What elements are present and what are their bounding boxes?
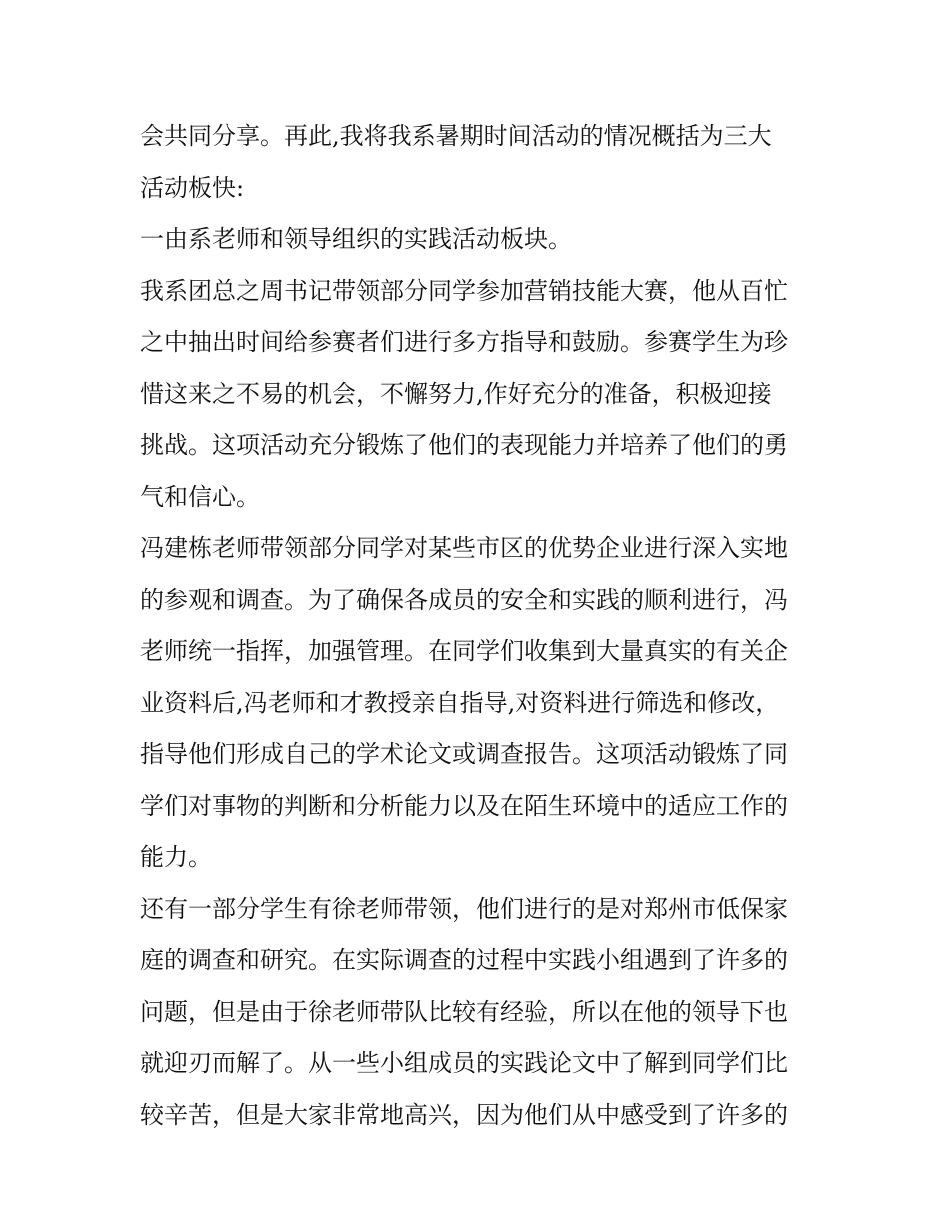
text-line: 我系团总之周书记带领部分同学参加营销技能大赛，他从百忙 <box>140 276 788 305</box>
text-line: 指导他们形成自己的学术论文或调查报告。这项活动锻炼了同 <box>140 740 788 768</box>
text-line: 老师统一指挥，加强管理。在同学们收集到大量真实的有关企 <box>140 637 788 665</box>
text-line: 会共同分享。再此,我将我系暑期时间活动的情况概括为三大 <box>140 122 772 150</box>
text-line: 问题，但是由于徐老师带队比较有经验，所以在他的领导下也 <box>140 997 788 1026</box>
text-line: 较辛苦，但是大家非常地高兴，因为他们从中感受到了许多的 <box>140 1100 788 1129</box>
text-line: 气和信心。 <box>140 482 260 511</box>
text-line: 能力。 <box>140 843 212 871</box>
text-line: 庭的调查和研究。在实际调查的过程中实践小组遇到了许多的 <box>140 946 788 974</box>
text-line: 学们对事物的判断和分析能力以及在陌生环境中的适应工作的 <box>140 791 788 820</box>
text-line: 挑战。这项活动充分锻炼了他们的表现能力并培养了他们的勇 <box>140 431 788 459</box>
text-line: 之中抽出时间给参赛者们进行多方指导和鼓励。参赛学生为珍 <box>140 328 788 356</box>
text-line: 活动板快: <box>140 173 245 202</box>
text-line: 惜这来之不易的机会，不懈努力,作好充分的准备，积极迎接 <box>140 379 772 408</box>
text-line: 一由系老师和领导组织的实践活动板块。 <box>140 225 572 253</box>
text-line: 业资料后,冯老师和才教授亲自指导,对资料进行筛选和修改， <box>140 688 780 717</box>
document-body <box>140 111 830 1141</box>
text-line: 冯建栋老师带领部分同学对某些市区的优势企业进行深入实地 <box>140 534 788 562</box>
text-line: 还有一部分学生有徐老师带领，他们进行的是对郑州市低保家 <box>140 894 788 923</box>
text-line: 就迎刃而解了。从一些小组成员的实践论文中了解到同学们比 <box>140 1049 788 1077</box>
text-line: 的参观和调查。为了确保各成员的安全和实践的顺利进行，冯 <box>140 585 788 614</box>
